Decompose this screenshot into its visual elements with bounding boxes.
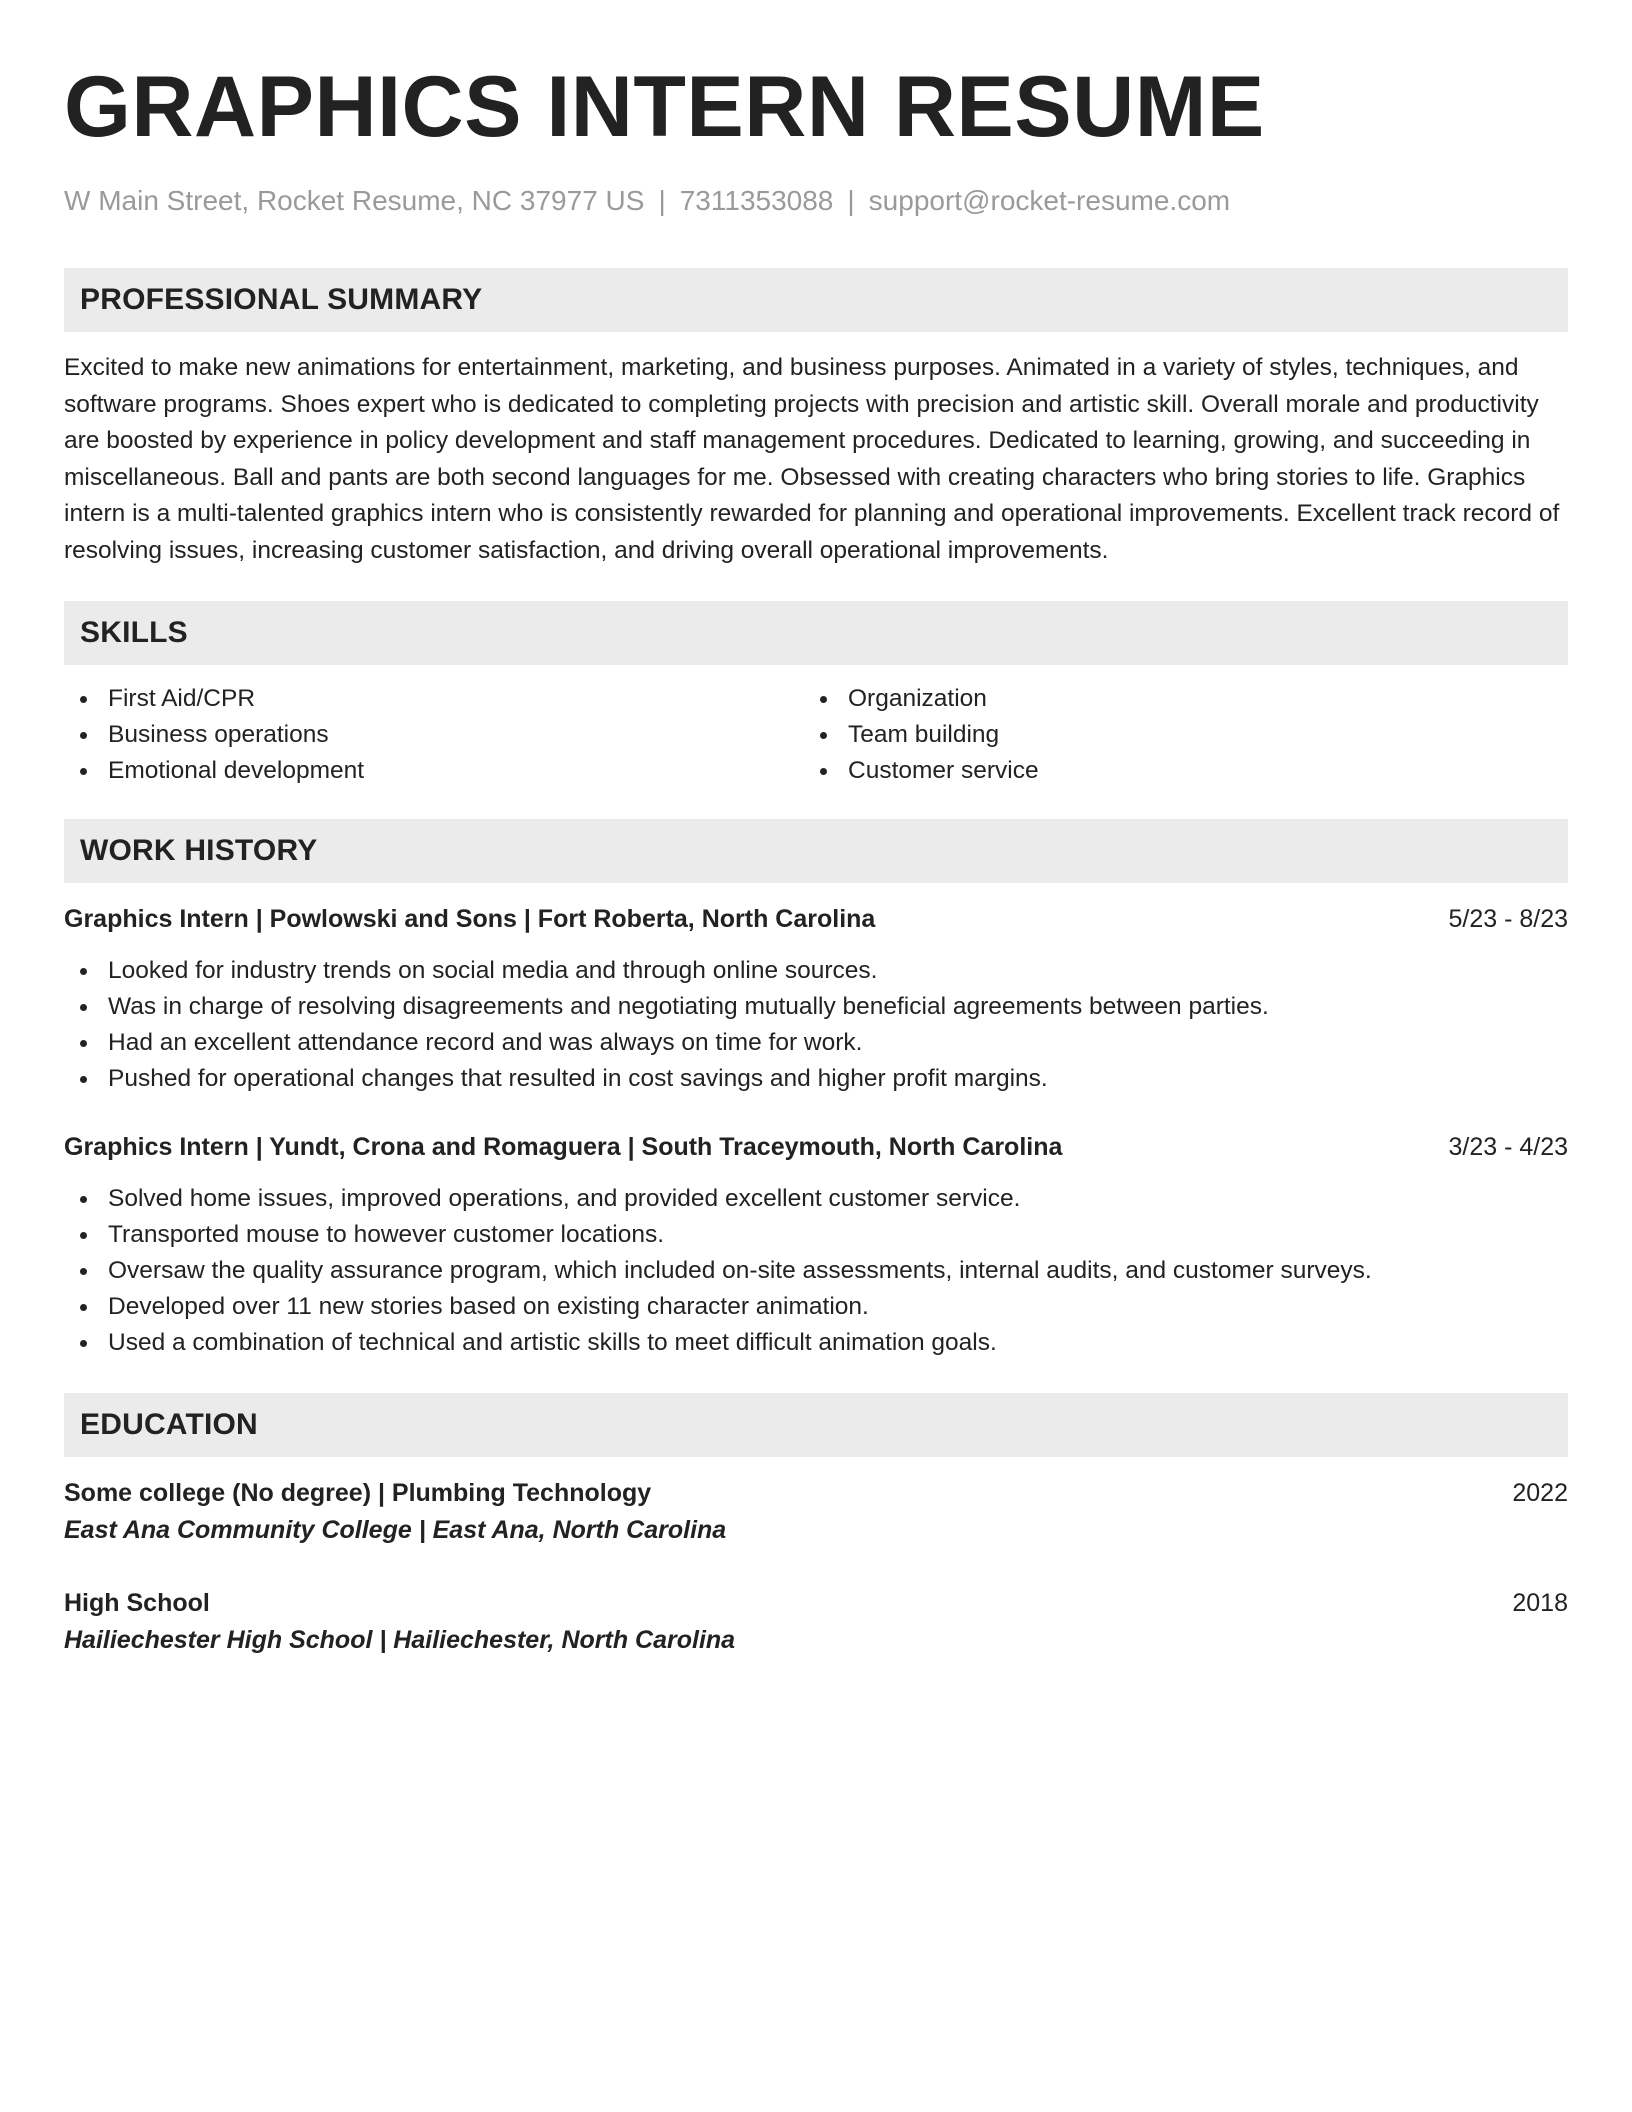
summary-text: Excited to make new animations for entertainment, marketing, and business purposes. Animated in a variety of styles, techniques, and software programs. Shoes expert who is dedicated to completing projects with precision and artistic skill. Overall morale and productivity are boosted by experience in policy development and staff management procedures. Dedicated to learning, growing, and succeeding in miscellaneous. Ball and pants are both second languages for me. Obsessed with creating characters who bring stories to life. Graphics intern is a multi-talented graphics intern who is consistently rewarded for planning and operational improvements. Excellent track record of resolving issues, increasing customer satisfaction, and driving overall operational improvements. [64, 354, 1560, 564]
skills-column-left [64, 681, 804, 789]
job-bullet: Used a combination of technical and artistic skills to meet difficult animation goals. [64, 1325, 1568, 1361]
job-bullet: Oversaw the quality assurance program, which included on-site assessments, internal audits, and customer surveys. [64, 1253, 1568, 1289]
education-school: Hailiechester High School | Hailiechester, North Carolina [64, 1626, 736, 1654]
summary-section-header [64, 268, 1568, 332]
contact-separator: | [847, 185, 855, 216]
job-bullet: Was in charge of resolving disagreements and negotiating mutually beneficial agreements between parties. [64, 989, 1568, 1025]
job-dates: 5/23 - 8/23 [1448, 905, 1568, 933]
education-year: 2018 [1512, 1589, 1568, 1617]
job-title: Graphics Intern | Yundt, Crona and Romaguera | South Traceymouth, North Carolina [64, 1133, 1063, 1161]
work-section-header [64, 819, 1568, 883]
job-entry [64, 1129, 1568, 1361]
skills-column-right [804, 681, 1544, 789]
contact-phone: 7311353088 [679, 185, 834, 216]
job-bullet: Transported mouse to however customer locations. [64, 1217, 1568, 1253]
education-degree: High School [64, 1589, 210, 1617]
education-header [64, 1585, 1568, 1621]
contact-email: support@rocket-resume.com [868, 185, 1231, 216]
skills-heading: SKILLS [80, 616, 188, 649]
contact-separator: | [658, 185, 666, 216]
education-entry [64, 1585, 1568, 1659]
education-degree: Some college (No degree) | Plumbing Technology [64, 1479, 652, 1507]
skill-item: Customer service [804, 753, 1544, 789]
job-dates: 3/23 - 4/23 [1448, 1133, 1568, 1161]
skills-list [64, 681, 1568, 789]
job-bullets [64, 1181, 1568, 1361]
contact-address: W Main Street, Rocket Resume, NC 37977 US [64, 185, 645, 216]
education-heading: EDUCATION [80, 1408, 258, 1441]
job-header [64, 1129, 1568, 1165]
education-header [64, 1475, 1568, 1511]
job-title: Graphics Intern | Powlowski and Sons | Fort Roberta, North Carolina [64, 905, 876, 933]
summary-heading: PROFESSIONAL SUMMARY [80, 283, 483, 316]
skill-item: Emotional development [64, 753, 804, 789]
job-bullet: Had an excellent attendance record and was always on time for work. [64, 1025, 1568, 1061]
education-school: East Ana Community College | East Ana, North Carolina [64, 1516, 727, 1544]
job-bullet: Pushed for operational changes that resulted in cost savings and higher profit margins. [64, 1061, 1568, 1097]
education-entry [64, 1475, 1568, 1549]
skill-item: Organization [804, 681, 1544, 717]
work-heading: WORK HISTORY [80, 834, 318, 867]
contact-line [64, 184, 1568, 218]
education-section-header [64, 1393, 1568, 1457]
skills-section-header [64, 601, 1568, 665]
job-bullet: Looked for industry trends on social media and through online sources. [64, 953, 1568, 989]
resume-title: GRAPHICS INTERN RESUME [64, 59, 1265, 155]
job-bullet: Solved home issues, improved operations, and provided excellent customer service. [64, 1181, 1568, 1217]
job-header [64, 901, 1568, 937]
job-bullets [64, 953, 1568, 1097]
skill-item: First Aid/CPR [64, 681, 804, 717]
job-entry [64, 901, 1568, 1097]
skill-item: Team building [804, 717, 1544, 753]
education-year: 2022 [1512, 1479, 1568, 1507]
job-bullet: Developed over 11 new stories based on existing character animation. [64, 1289, 1568, 1325]
skill-item: Business operations [64, 717, 804, 753]
